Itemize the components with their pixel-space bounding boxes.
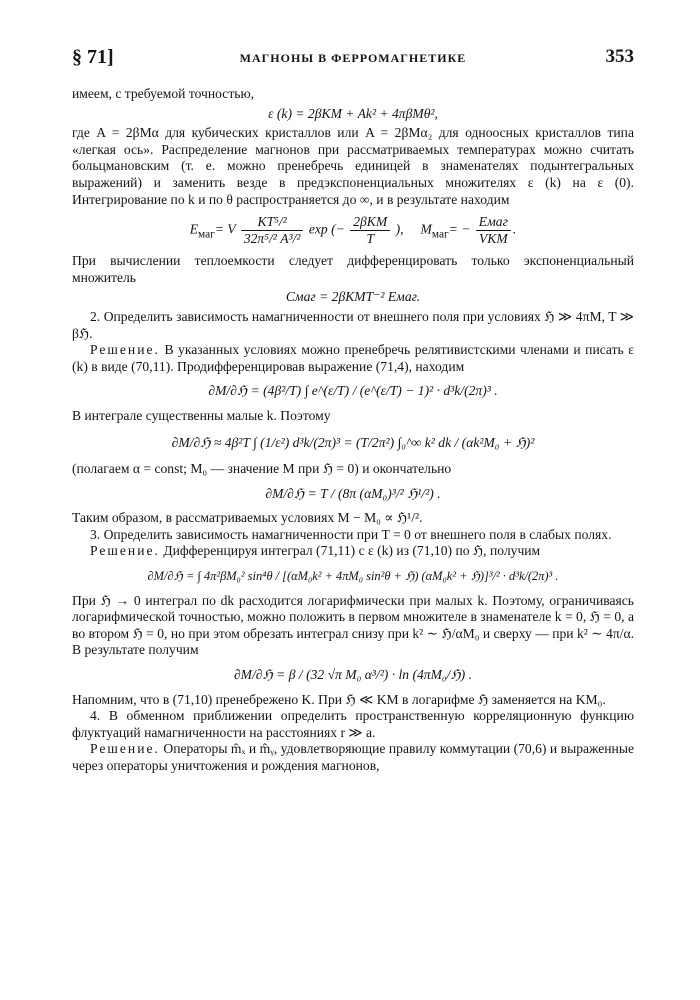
equation-heat-capacity: Cмаг = 2βKMT⁻² Eмаг.	[285, 289, 421, 305]
eq2-m-sub: маг	[431, 228, 449, 241]
equation-dm-dh-1: ∂M/∂ℌ = (4β²/T) ∫ e^(ε/T) / (e^(ε/T) − 1)² · d³k/(2π)³ .	[208, 383, 498, 399]
solution-2	[72, 342, 634, 375]
page-body	[72, 86, 634, 775]
paragraph-boltzmann: где A = 2βMα для кубических кристаллов или A = 2βMα₂ для одноосных кристаллов типа «легкая ось». Распределение магнонов при рассматриваемых температурах можно считать больцмановским (т. е. можно пренебречь единицей в знаменателях подынтегральных выражений) и заменить везде в предэкспоненциальных множителях ε (k) на ε (0). Интегрирование по k и по θ распространяется до ∞, и в результате находим	[72, 125, 634, 207]
eq2-close: ),	[395, 221, 404, 237]
frac-num: Eмаг	[478, 214, 508, 230]
solution-3-text: Дифференцируя интеграл (71,11) с ε (k) из (71,10) по ℌ, получим	[163, 543, 541, 559]
equation-dm-dh-2: ∂M/∂ℌ ≈ 4β²T ∫ (1/ε²) d³k/(2π)³ = (T/2π²) ∫₀^∞ k² dk / (αk²M₀ + ℌ)²	[171, 434, 535, 450]
solution-3	[72, 543, 634, 560]
solution-4-text: Операторы m̂ₓ и m̂ᵧ, удовлетворяющие правилу коммутации (70,6) и выраженные через операторы уничтожения и рождения магнонов,	[72, 741, 634, 773]
paragraph-reminder: Напомним, что в (71,10) пренебрежено K. При ℌ ≪ KM в логарифме ℌ заменяется на KM₀.	[72, 691, 606, 707]
running-header	[72, 46, 634, 70]
paragraph-alpha-const: (полагаем α = const; M₀ — значение M при ℌ = 0) и окончательно	[72, 461, 452, 477]
solution-4	[72, 741, 634, 774]
frac-den: 32π⁵/² A³/²	[241, 230, 304, 247]
eq2-e-sub: маг	[198, 228, 215, 241]
page	[72, 0, 634, 1000]
frac-num: 2βKM	[353, 214, 388, 230]
paragraph-conclusion-2: Таким образом, в рассматриваемых условиях M − M₀ ∝ ℌ¹/².	[72, 510, 423, 526]
equation-magnon-energy	[72, 214, 634, 247]
paragraph-log-divergence: При ℌ → 0 интеграл по dk расходится логарифмически при малых k. Поэтому, ограничиваясь логарифмической точностью, можно положить в первом множителе в знаменателе k = 0, ℌ = 0, а во втором ℌ = 0, но при этом обрезать интеграл снизу при k² ∼ ℌ/αM₀ и сверху — при k² ∼ 4π/α. В результате получим	[72, 592, 634, 658]
fraction-exp	[350, 214, 390, 247]
eq2-e: E	[189, 221, 199, 237]
eq2-dot: .	[512, 221, 517, 237]
paragraph-small-k: В интеграле существенны малые k. Поэтому	[72, 407, 331, 423]
intro-line: имеем, с требуемой точностью,	[72, 86, 255, 101]
eq2-eq: = V	[214, 221, 236, 237]
solution-label: Решение.	[90, 741, 160, 757]
solution-label: Решение.	[90, 342, 160, 358]
frac-den: T	[350, 230, 390, 247]
eq2-exp: exp (−	[308, 221, 345, 237]
problem-3: 3. Определить зависимость намагниченности при T = 0 от внешнего поля в слабых полях.	[90, 526, 612, 542]
eq2-m: M	[420, 221, 432, 237]
equation-dm-dh-5: ∂M/∂ℌ = β / (32 √π M₀ α³/²) · ln (4πM₀/ℌ) .	[233, 667, 473, 683]
equation-dm-dh-4: ∂M/∂ℌ = ∫ 4π²βM₀² sin⁴θ / [(αM₀k² + 4πM₀ sin²θ + ℌ) (αM₀k² + ℌ)]³/² · d³k/(2π)³ .	[147, 569, 559, 584]
frac-den: VKM	[476, 230, 511, 247]
eq2-minus: = −	[448, 221, 471, 237]
page-number: 353	[605, 46, 634, 67]
problem-2: 2. Определить зависимость намагниченности от внешнего поля при условиях ℌ ≫ 4πM, T ≫ βℌ.	[72, 308, 634, 341]
frac-num: KT⁵/²	[257, 214, 287, 230]
fraction-m	[476, 214, 511, 247]
problem-4: 4. В обменном приближении определить пространственную корреляционную функцию флуктуаций намагниченности на расстояниях r ≫ a.	[72, 708, 634, 740]
equation-dm-dh-3: ∂M/∂ℌ = T / (8π (αM₀)³/² ℌ¹/²) .	[265, 485, 441, 501]
section-number: § 71]	[72, 46, 114, 68]
solution-2-text: В указанных условиях можно пренебречь релятивистскими членами и писать ε (k) в виде (70,11). Продифференцировав выражение (71,4), находим	[72, 342, 634, 374]
equation-energy: ε (k) = 2βKM + Ak² + 4πβMθ²,	[268, 105, 438, 121]
solution-label: Решение.	[90, 543, 160, 559]
paragraph-heat-capacity: При вычислении теплоемкости следует дифференцировать только экспоненциальный множитель	[72, 253, 634, 285]
running-title: МАГНОНЫ В ФЕРРОМАГНЕТИКЕ	[239, 51, 467, 65]
fraction-kt	[241, 214, 304, 247]
